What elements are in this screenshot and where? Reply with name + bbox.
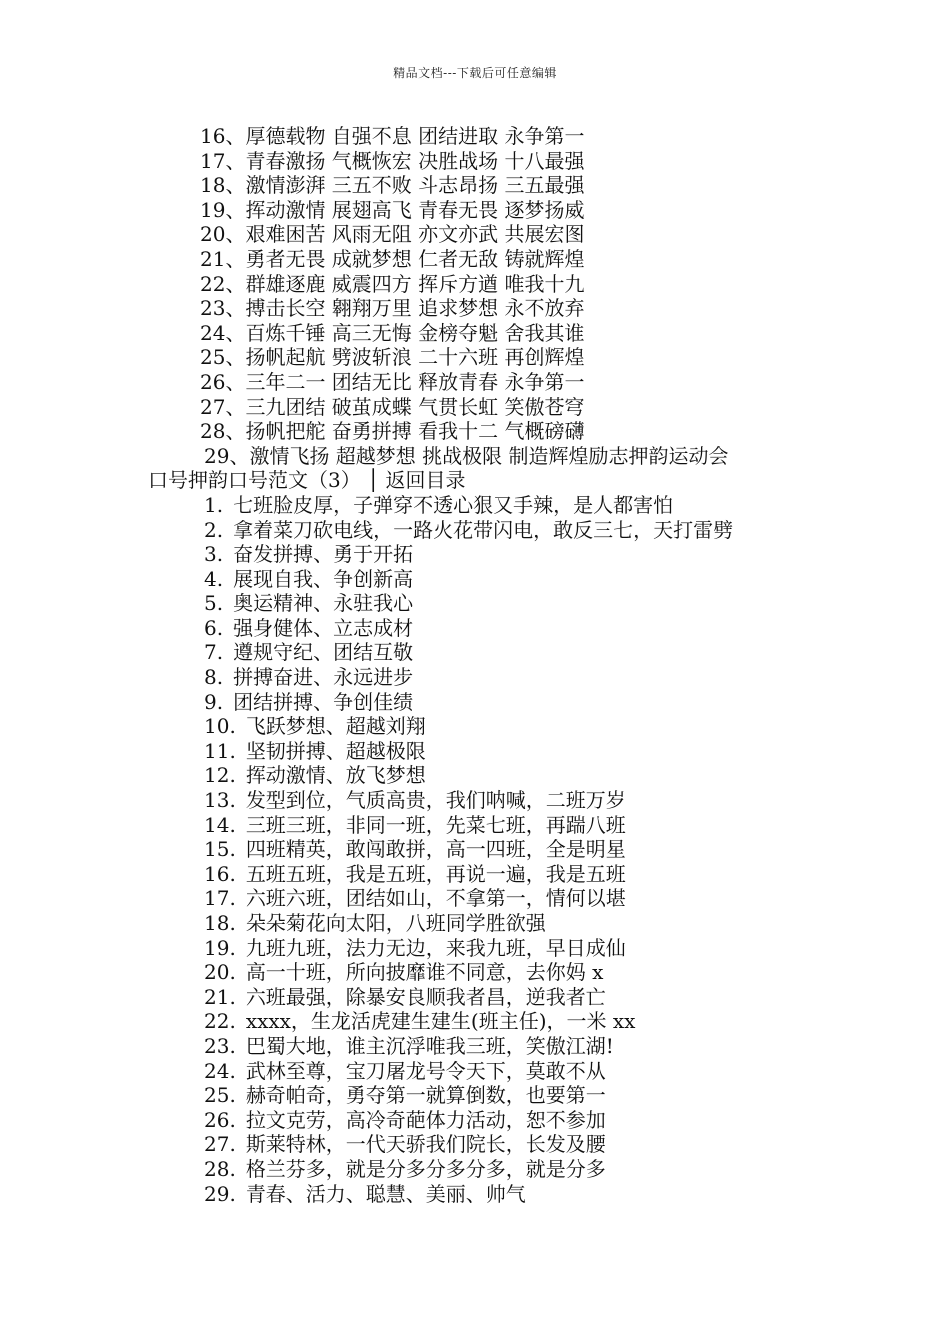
list-item-text: 五班五班，我是五班，再说一遍，我是五班	[245, 861, 626, 886]
list-item-number: 21.	[204, 984, 236, 1009]
list-item-number: 17.	[204, 886, 236, 911]
list-item: 18、激情澎湃 三五不败 斗志昂扬 三五最强	[200, 173, 585, 198]
list-item	[148, 640, 848, 665]
list-item-text: 三班三班，非同一班，先菜七班，再踹八班	[245, 812, 626, 837]
list-item: 22、群雄逐鹿 威震四方 挥斥方遒 唯我十九	[200, 271, 585, 296]
list-item-number: 11.	[204, 738, 236, 763]
list-item-number: 6.	[204, 615, 224, 640]
list-item: 20、艰难困苦 风雨无阻 亦文亦武 共展宏图	[200, 222, 585, 247]
list-item	[148, 862, 848, 887]
list-item	[148, 665, 848, 690]
list-item	[148, 985, 848, 1010]
list-item-number: 27.	[204, 1132, 236, 1157]
list-item-text: 强身健体、立志成材	[233, 615, 414, 640]
list-item	[148, 886, 848, 911]
list-item: 19、挥动激情 展翅高飞 青春无畏 逐梦扬威	[200, 197, 585, 222]
list-item-text: 高一十班，所向披靡谁不同意，去你妈 x	[245, 960, 604, 985]
list-item-number: 8.	[204, 665, 224, 690]
slogan-item-29-line1: 29、激情飞扬 超越梦想 挑战极限 制造辉煌励志押韵运动会	[204, 443, 729, 468]
list-item-number: 23.	[204, 1033, 236, 1058]
list-item-text: 九班九班，法力无边，来我九班，早日成仙	[245, 935, 626, 960]
list-item-number: 15.	[204, 837, 236, 862]
list-item-number: 13.	[204, 788, 236, 813]
list-item-text: 飞跃梦想、超越刘翔	[245, 714, 426, 739]
list-item-number: 26.	[204, 1107, 236, 1132]
list-item	[148, 1083, 848, 1108]
list-item-text: 巴蜀大地，谁主沉浮唯我三班，笑傲江湖!	[245, 1033, 614, 1058]
list-item-text: 赫奇帕奇，勇夺第一就算倒数，也要第一	[245, 1083, 606, 1108]
list-item-number: 4.	[204, 566, 224, 591]
list-item-number: 20.	[204, 960, 236, 985]
list-item	[148, 936, 848, 961]
list-item: 27、三九团结 破茧成蝶 气贯长虹 笑傲苍穹	[200, 394, 585, 419]
list-item-text: 挥动激情、放飞梦想	[245, 763, 426, 788]
list-item-number: 5.	[204, 591, 224, 616]
list-item: 28、扬帆把舵 奋勇拼搏 看我十二 气概磅礴	[200, 419, 585, 444]
list-item-text: 六班六班，团结如山，不拿第一，情何以堪	[245, 886, 626, 911]
list-item	[148, 911, 848, 936]
list-item	[148, 518, 848, 543]
list-item-text: 七班脸皮厚，子弹穿不透心狠又手辣，是人都害怕	[233, 492, 674, 517]
list-item-text: 遵规守纪、团结互敬	[233, 640, 414, 665]
list-item-number: 14.	[204, 812, 236, 837]
list-item: 24、百炼千锤 高三无悔 金榜夺魁 舍我其谁	[200, 320, 585, 345]
list-item-text: 展现自我、争创新高	[233, 566, 414, 591]
list-item-number: 9.	[204, 689, 224, 714]
list-item-number: 18.	[204, 911, 236, 935]
list-item	[148, 493, 848, 518]
list-item	[148, 739, 848, 764]
list-item-number: 16.	[204, 861, 236, 886]
list-item	[148, 837, 848, 862]
list-item-number: 12.	[204, 763, 236, 788]
list-item-text: 六班最强，除暴安良顺我者昌，逆我者亡	[245, 984, 606, 1009]
list-item-number: 2.	[204, 517, 224, 542]
list-item: 16、厚德载物 自强不息 团结进取 永争第一	[200, 124, 585, 148]
list-item-number: 1.	[204, 492, 224, 517]
list-item-text: 四班精英，敢闯敢拼，高一四班，全是明星	[245, 837, 626, 862]
list-item-number: 7.	[204, 640, 224, 665]
list-item	[148, 567, 848, 592]
list-item	[148, 542, 848, 567]
list-item-text: 武林至尊，宝刀屠龙号令天下，莫敢不从	[245, 1058, 606, 1083]
list-item-text: 奋发拼搏、勇于开拓	[233, 542, 414, 567]
list-item-number: 3.	[204, 542, 224, 567]
list-item-number: 25.	[204, 1083, 236, 1108]
list-item	[148, 1059, 848, 1084]
document-body	[148, 124, 848, 1206]
page-header: 精品文档---下载后可任意编辑	[393, 66, 557, 80]
list-item	[148, 616, 848, 641]
list-item	[148, 714, 848, 739]
list-item-text: 拼搏奋进、永远进步	[233, 665, 414, 690]
list-item	[148, 1108, 848, 1133]
list-item-text: 奥运精神、永驻我心	[233, 591, 414, 616]
slogan-item-29-line2[interactable]: 口号押韵口号范文（3） │ 返回目录	[148, 468, 466, 493]
list-item-number: 28.	[204, 1156, 236, 1181]
list-item	[148, 591, 848, 616]
list-item	[148, 690, 848, 715]
list-item-number: 19.	[204, 935, 236, 960]
list-item: 21、勇者无畏 成就梦想 仁者无敌 铸就辉煌	[200, 246, 585, 271]
list-item-text: 拿着菜刀砍电线，一路火花带闪电，敢反三七，天打雷劈	[233, 517, 734, 542]
list-item-text: 坚韧拼搏、超越极限	[245, 738, 426, 763]
list-item	[148, 1157, 848, 1182]
list-item	[148, 1009, 848, 1034]
list-item: 23、搏击长空 翱翔万里 追求梦想 永不放弃	[200, 296, 585, 321]
list-item-text: 朵朵菊花向太阳，八班同学胜欲强	[245, 911, 546, 935]
list-item-text: 格兰芬多，就是分多分多分多，就是分多	[245, 1156, 606, 1181]
list-item	[148, 1132, 848, 1157]
slogan-list-part1	[148, 124, 848, 444]
list-item	[148, 763, 848, 788]
list-item-number: 29.	[204, 1181, 236, 1206]
list-item-text: 青春、活力、聪慧、美丽、帅气	[245, 1181, 526, 1206]
list-item: 25、扬帆起航 劈波斩浪 二十六班 再创辉煌	[200, 345, 585, 370]
list-item	[148, 788, 848, 813]
list-item	[148, 1182, 848, 1207]
list-item-text: 发型到位，气质高贵，我们呐喊，二班万岁	[245, 788, 626, 813]
list-item-text: 拉文克劳，高冷奇葩体力活动，恕不参加	[245, 1107, 606, 1132]
list-item	[148, 1034, 848, 1059]
list-item-text: 斯莱特林，一代天骄我们院长，长发及腰	[245, 1132, 606, 1157]
list-item	[148, 813, 848, 838]
list-item-number: 24.	[204, 1058, 236, 1083]
list-item-text: 团结拼搏、争创佳绩	[233, 689, 414, 714]
list-item-text: xxxx，生龙活虎建生建生(班主任)，一米 xx	[245, 1009, 636, 1034]
list-item-number: 22.	[204, 1009, 236, 1034]
list-item	[148, 960, 848, 985]
list-item: 26、三年二一 团结无比 释放青春 永争第一	[200, 369, 585, 394]
slogan-list-part2	[148, 493, 848, 1206]
list-item-number: 10.	[204, 714, 236, 739]
list-item: 17、青春激扬 气概恢宏 决胜战场 十八最强	[200, 148, 585, 173]
